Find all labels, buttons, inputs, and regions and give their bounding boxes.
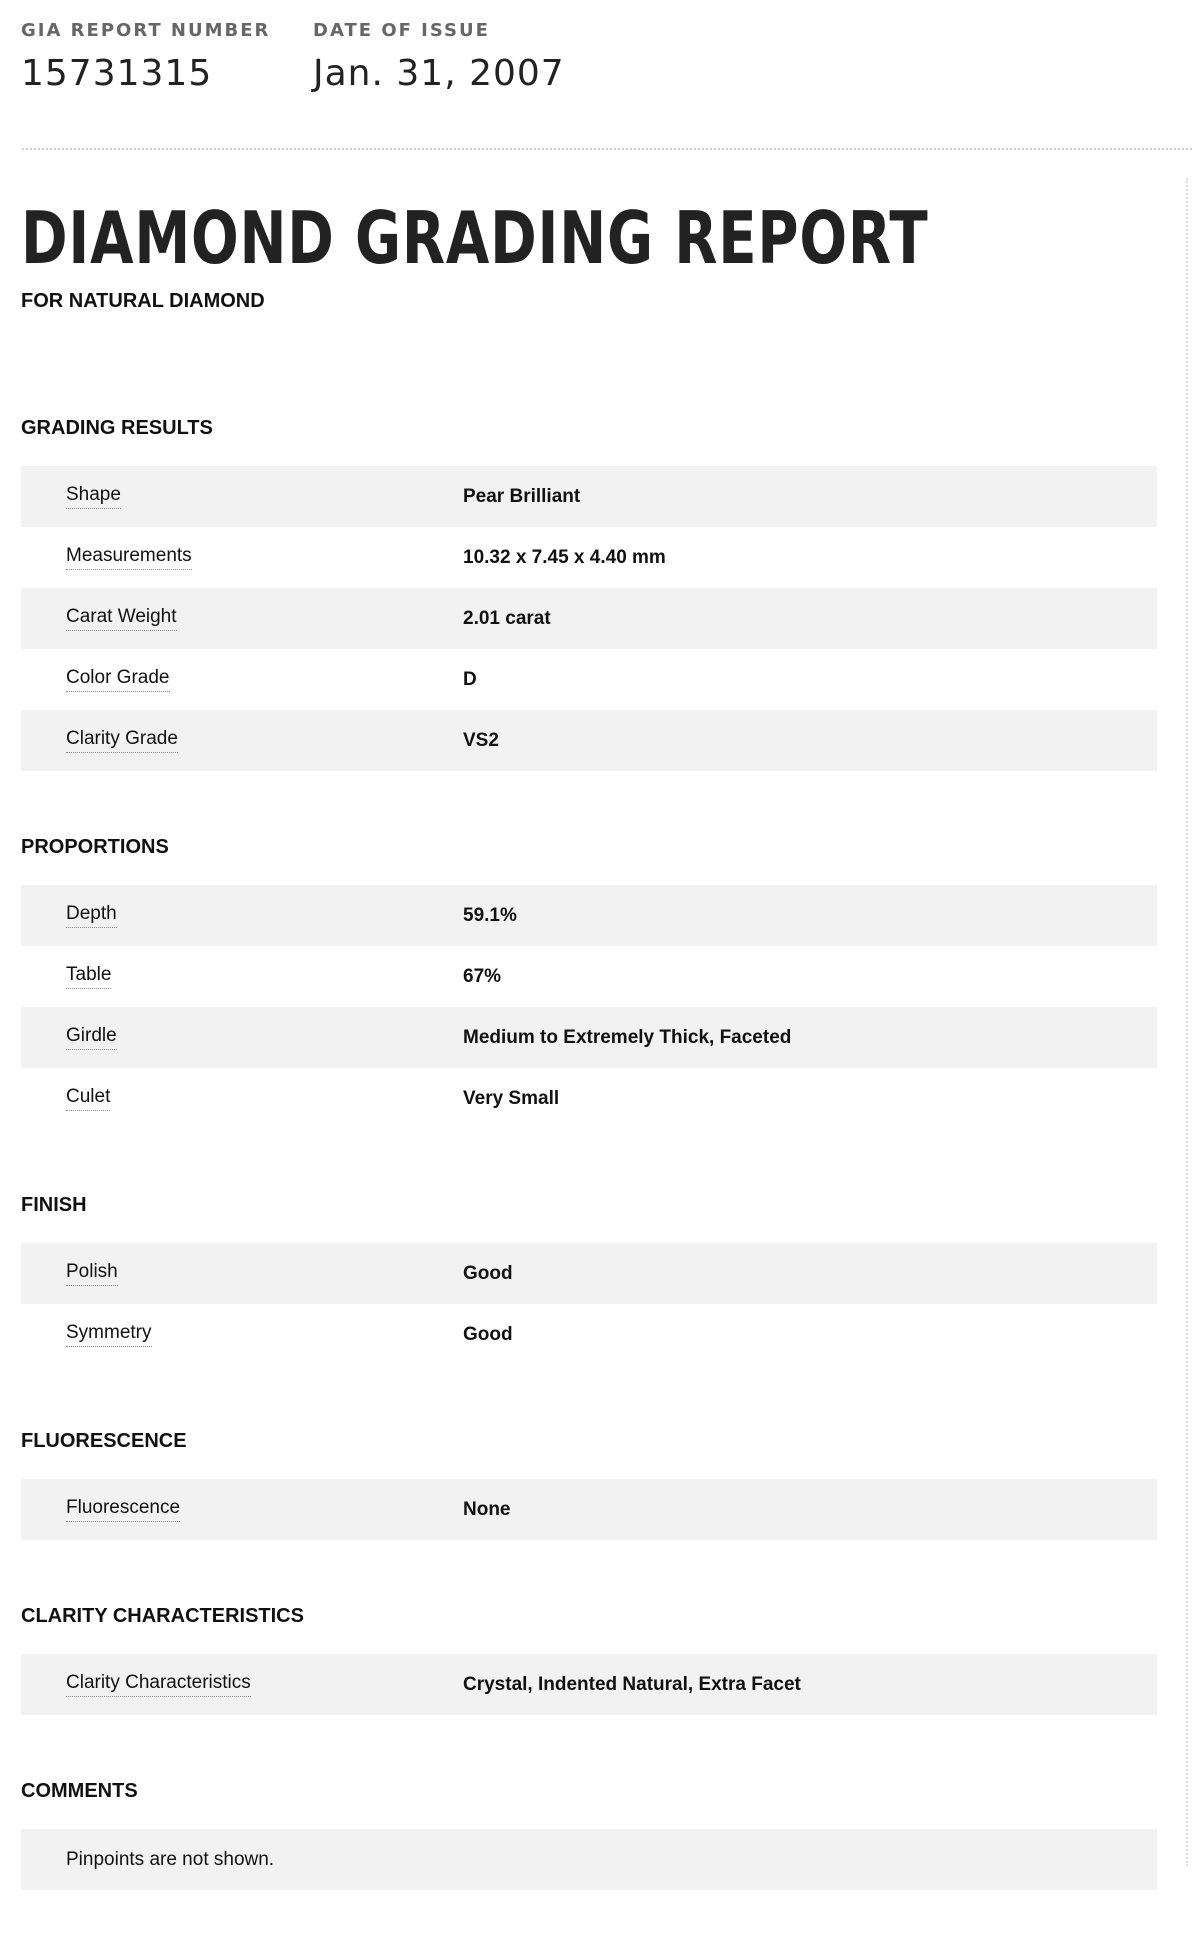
report-header [21,20,1192,100]
table-row [21,946,1157,1007]
header-divider [22,148,1192,150]
report-number-label: GIA REPORT NUMBER [21,20,271,41]
row-label[interactable]: Clarity Characteristics [66,1672,251,1697]
report-number: 15731315 [21,53,213,94]
table-row [21,649,1157,710]
table-row [21,1654,1157,1715]
comment-text: Pinpoints are not shown. [66,1848,275,1870]
table-row [21,1304,1157,1365]
report-number-block [21,20,270,94]
table-row [21,1068,1157,1129]
date-of-issue-label: DATE OF ISSUE [313,20,490,41]
row-value: 2.01 carat [463,607,551,629]
section-heading: PROPORTIONS [21,836,169,858]
row-label[interactable]: Measurements [66,545,192,570]
row-value: Pear Brilliant [463,485,581,507]
page-subtitle: FOR NATURAL DIAMOND [21,290,265,312]
clarity-characteristics-section [21,1600,1157,1715]
section-heading: FLUORESCENCE [21,1430,187,1452]
table-row [21,710,1157,771]
proportions-section [21,831,1157,1129]
table-row [21,1479,1157,1540]
fluorescence-section [21,1425,1157,1540]
row-value: 10.32 x 7.45 x 4.40 mm [463,546,666,568]
row-label[interactable]: Carat Weight [66,606,177,631]
row-value: Medium to Extremely Thick, Faceted [463,1026,792,1048]
row-value: Crystal, Indented Natural, Extra Facet [463,1673,801,1695]
row-value: Very Small [463,1087,560,1109]
row-label[interactable]: Shape [66,484,121,509]
date-of-issue-block [313,20,565,94]
section-heading: CLARITY CHARACTERISTICS [21,1605,304,1627]
section-heading: FINISH [21,1194,87,1216]
table-row [21,588,1157,649]
table-row [21,1007,1157,1068]
report-sections [21,412,1157,1950]
section-heading: COMMENTS [21,1780,138,1802]
row-value: None [463,1498,511,1520]
row-value: 67% [463,965,502,987]
row-label[interactable]: Culet [66,1086,110,1111]
row-value: Good [463,1262,513,1284]
row-label[interactable]: Symmetry [66,1322,152,1347]
row-value: VS2 [463,729,499,751]
section-heading: GRADING RESULTS [21,417,213,439]
row-label[interactable]: Fluorescence [66,1497,180,1522]
finish-section [21,1189,1157,1365]
grading-results-section [21,412,1157,771]
table-row [21,466,1157,527]
page-title: DIAMOND GRADING REPORT [21,196,929,280]
comment-row [21,1829,1157,1890]
table-row [21,527,1157,588]
row-label[interactable]: Color Grade [66,667,170,692]
row-value: Good [463,1323,513,1345]
row-value: D [463,668,477,690]
row-label[interactable]: Table [66,964,111,989]
right-border [1186,178,1188,1866]
comments-section [21,1775,1157,1890]
table-row [21,1243,1157,1304]
row-label[interactable]: Clarity Grade [66,728,178,753]
table-row [21,885,1157,946]
row-label[interactable]: Polish [66,1261,118,1286]
row-value: 59.1% [463,904,517,926]
date-of-issue: Jan. 31, 2007 [313,53,565,94]
row-label[interactable]: Depth [66,903,117,928]
row-label[interactable]: Girdle [66,1025,117,1050]
